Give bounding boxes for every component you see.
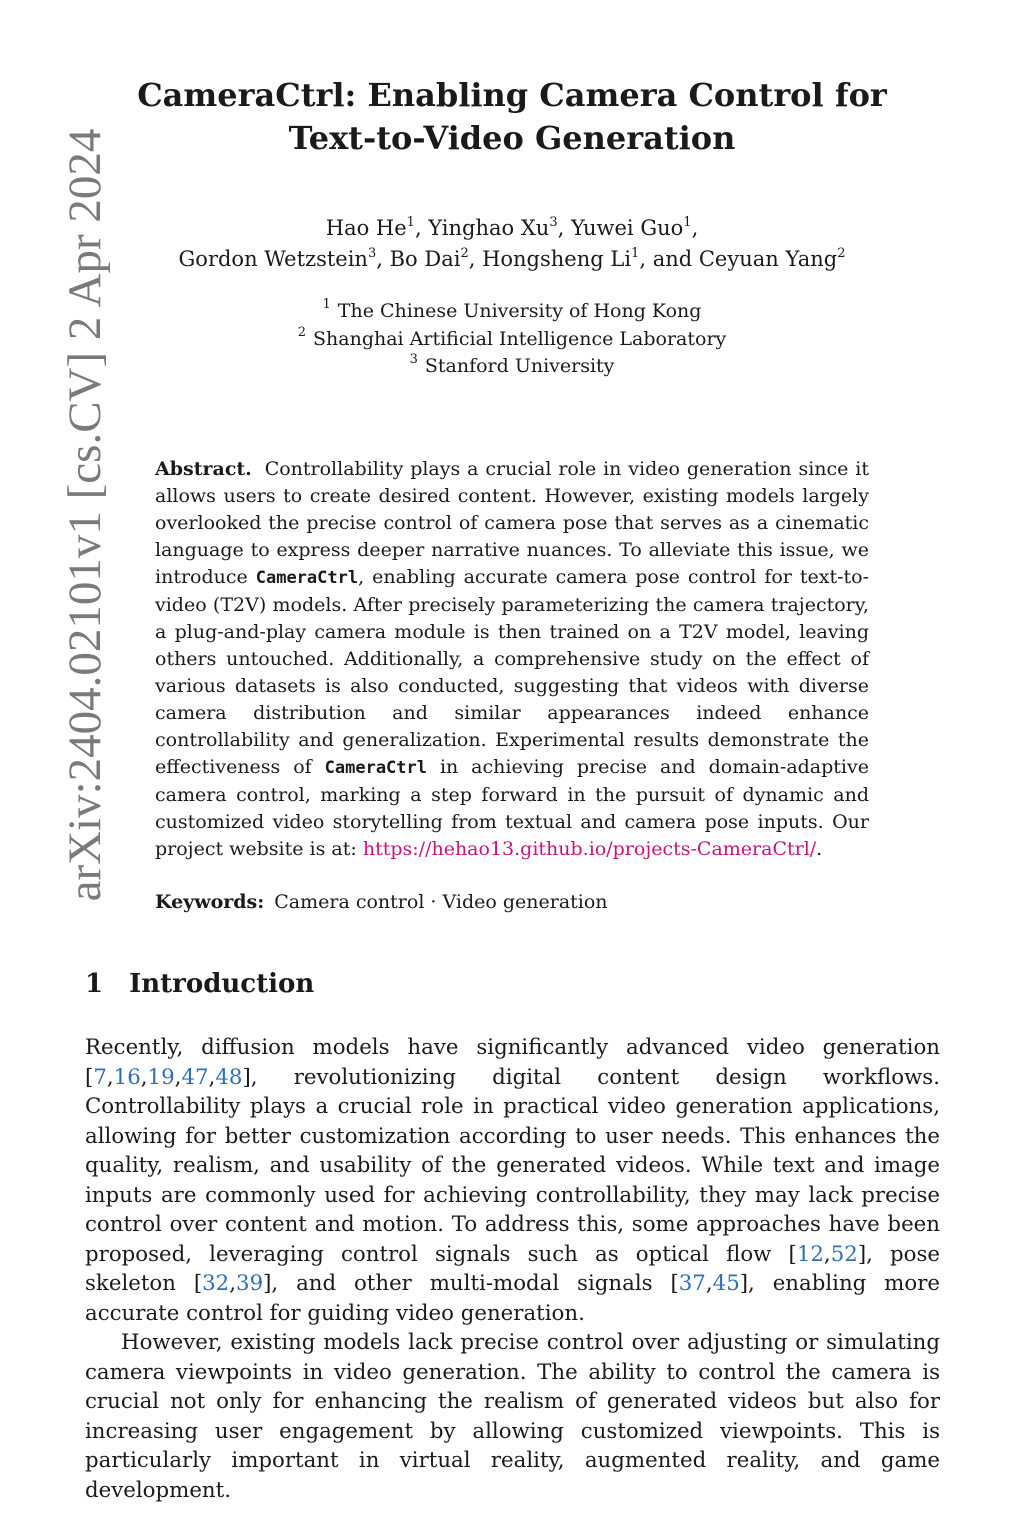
citation-link[interactable]: 7 — [93, 1064, 107, 1090]
citation-separator: , — [208, 1064, 216, 1090]
citation-link[interactable]: 48 — [215, 1064, 243, 1090]
paragraph-text: ], revolutionizing digital content design workflows. Controllability plays a crucial role in practical video generation applications, allowing for better customization according to user needs. This enhances the quality, realism, and usability of the generated videos. While text and image inputs are commonly used for achieving controllability, they may lack precise control over content and motion. To address this, some approaches have been proposed, leveraging control signals such as optical flow [ — [85, 1064, 940, 1267]
affiliation-mark: 2 — [297, 324, 306, 340]
author-list — [130, 213, 894, 275]
title-line: CameraCtrl: Enabling Camera Control for — [137, 76, 887, 114]
abstract-heading: Abstract. — [155, 458, 252, 480]
paragraph: However, existing models lack precise control over adjusting or simulating camera viewpoints in video generation. The ability to control the camera is crucial not only for enhancing the realism of generated videos but also for increasing user engagement by allowing customized viewpoints. This is particularly important in virtual reality, augmented reality, and game development. — [85, 1330, 940, 1503]
paragraph-text: ], enabling more accurate control for guiding video generation. — [85, 1271, 940, 1326]
paragraph-text: ], pose skeleton [ — [85, 1241, 940, 1296]
abstract — [155, 456, 869, 863]
citation-separator: , — [229, 1271, 237, 1296]
citation-separator: , — [106, 1064, 114, 1090]
citation-separator: , — [823, 1241, 831, 1267]
author-affiliation-mark: 2 — [460, 246, 469, 261]
citation-link[interactable]: 37 — [678, 1271, 706, 1296]
citation-separator: , — [705, 1271, 713, 1296]
section-title: Introduction — [129, 969, 315, 999]
citation-link[interactable]: 16 — [113, 1064, 141, 1090]
affiliation-name: Shanghai Artificial Intelligence Laboratory — [313, 327, 727, 350]
keywords-text: Camera control · Video generation — [274, 891, 608, 913]
paragraph-text: Recently, diffusion models have significantly advanced video generation [ — [85, 1035, 940, 1090]
citation-link[interactable]: 39 — [236, 1271, 264, 1296]
section-heading — [85, 966, 314, 1002]
author-affiliation-mark: 1 — [631, 246, 640, 261]
author-name: and Ceyuan Yang — [652, 247, 838, 271]
author-affiliation-mark: 1 — [683, 215, 692, 230]
arxiv-identifier: arXiv:2404.02101v1 [cs.CV] 2 Apr 2024 — [59, 128, 111, 902]
keywords — [155, 889, 869, 916]
affiliation-name: The Chinese University of Hong Kong — [337, 300, 702, 322]
citation-link[interactable]: 47 — [181, 1064, 209, 1090]
citation-link[interactable]: 32 — [202, 1271, 230, 1296]
project-website-link[interactable]: https://hehao13.github.io/projects-CameraCtrl/ — [362, 838, 817, 860]
affiliation — [200, 326, 824, 354]
paragraph — [85, 1033, 940, 1328]
affiliation-mark: 3 — [409, 352, 418, 367]
author-name: Yinghao Xu — [428, 216, 550, 240]
author-name: Bo Dai — [389, 247, 461, 271]
affiliation-name: Stanford University — [424, 355, 615, 377]
body-text — [85, 1033, 940, 1505]
affiliation — [200, 298, 824, 326]
author-line: Hao He$^1$, Yinghao Xu$^3$, Yuwei Guo$^1$, — [325, 215, 699, 240]
author-line: Gordon Wetzstein$^3$, Bo Dai$^2$, Hongsheng Li$^1$, and Ceyuan Yang$^2$ — [178, 246, 846, 271]
author-affiliation-mark: 1 — [406, 215, 415, 230]
abstract-text: . — [816, 838, 823, 860]
author-name: Gordon Wetzstein — [178, 247, 368, 271]
method-name: CameraCtrl — [255, 568, 359, 588]
citation-link[interactable]: 45 — [712, 1271, 740, 1296]
title-line: Text-to-Video Generation — [288, 119, 736, 157]
keywords-heading: Keywords: — [155, 891, 265, 913]
abstract-text: Controllability plays a crucial role in video generation since it allows users to create desired content. However, existing models largely overlooked the precise control of camera pose that serves as a cinematic language to express deeper narrative nuances. To alleviate this issue, we introduce — [155, 458, 869, 588]
author-affiliation-mark: 2 — [837, 246, 846, 261]
paragraph-text: ], and other multi-modal signals [ — [263, 1271, 679, 1296]
paper-title — [130, 74, 894, 160]
abstract-text: , enabling accurate camera pose control for text-to-video (T2V) models. After precisely parameterizing the camera trajectory, a plug-and-play camera module is then trained on a T2V model, leaving others untouched. Additionally, a comprehensive study on the effect of various datasets is also conducted, suggesting that videos with diverse camera distribution and similar appearances indeed enhance controllability and generalization. Experimental results demonstrate the effectiveness of — [155, 566, 869, 778]
affiliation-list — [200, 298, 824, 381]
method-name: CameraCtrl — [324, 758, 427, 778]
author-affiliation-mark: 3 — [549, 215, 558, 230]
citation-separator: , — [140, 1064, 148, 1090]
abstract-text: in achieving precise and domain-adaptive camera control, marking a step forward in the pursuit of dynamic and customized video storytelling from textual and camera pose inputs. Our project website is at: — [155, 756, 869, 860]
citation-link[interactable]: 19 — [147, 1064, 175, 1090]
citation-separator: , — [174, 1064, 182, 1090]
author-name: Yuwei Guo — [570, 216, 684, 240]
author-name: Hongsheng Li — [482, 247, 632, 271]
author-affiliation-mark: 3 — [367, 246, 377, 261]
citation-link[interactable]: 52 — [830, 1241, 858, 1267]
affiliation-mark: 1 — [322, 297, 331, 312]
citation-link[interactable]: 12 — [796, 1241, 824, 1267]
section-number: 1 — [85, 969, 104, 999]
affiliation — [200, 353, 824, 381]
author-name: Hao He — [325, 216, 407, 240]
